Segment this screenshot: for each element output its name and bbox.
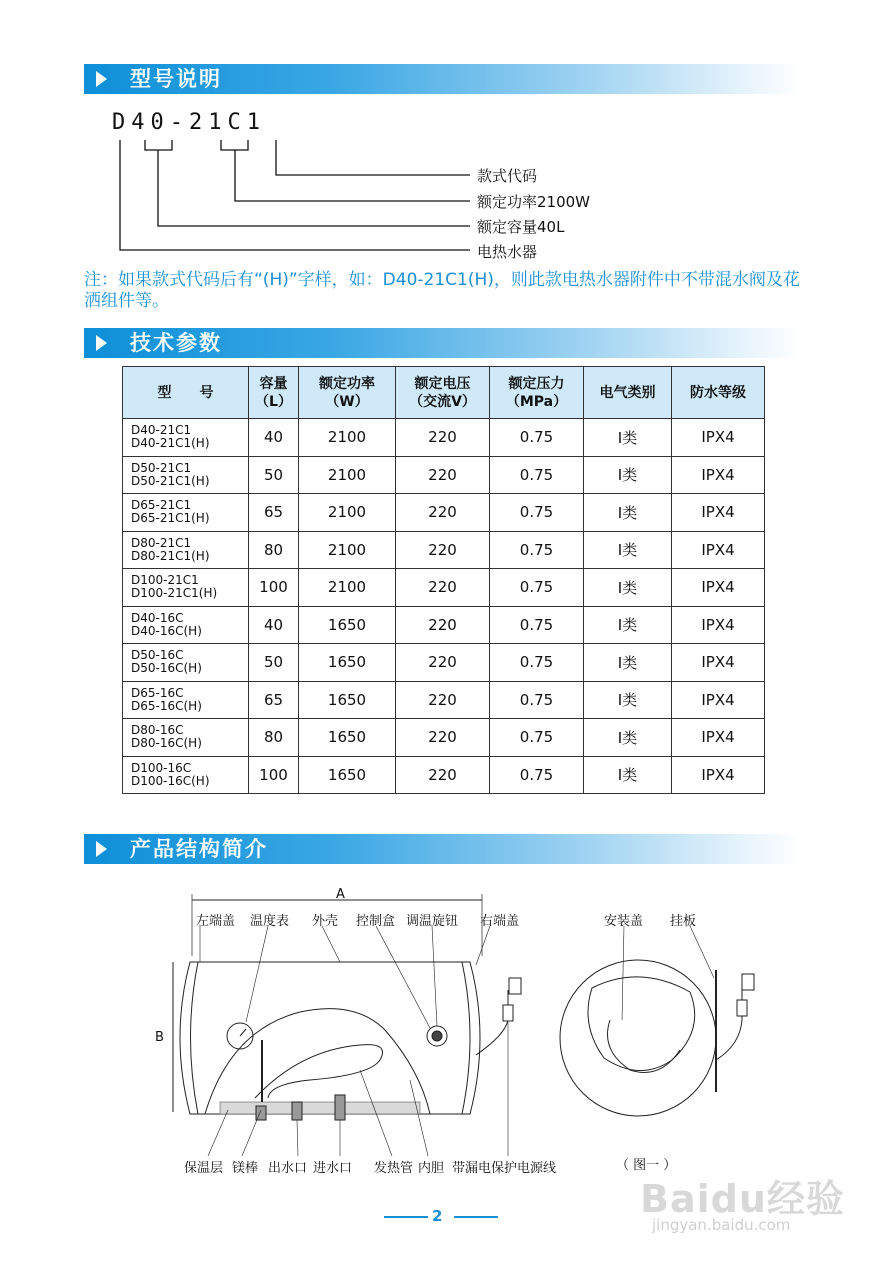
label-hanging-board: 挂板 <box>670 914 697 929</box>
cell-pressure: 0.75 <box>490 456 584 494</box>
heating-tube <box>255 1045 383 1098</box>
label-magnesium-rod: 镁棒 <box>232 1161 259 1176</box>
cell-model: D80-16C D80-16C(H) <box>123 719 249 757</box>
cell-waterproof: IPX4 <box>672 756 765 794</box>
label-mounting-cover: 安装盖 <box>604 914 644 929</box>
cell-voltage: 220 <box>396 419 490 457</box>
cell-pressure: 0.75 <box>490 756 584 794</box>
page-number: 2 <box>432 1207 443 1225</box>
label-control-box: 控制盒 <box>356 914 396 929</box>
cell-capacity: 40 <box>249 419 299 457</box>
side-view-tank <box>560 960 716 1116</box>
table-header-row <box>123 367 765 419</box>
arrow-icon <box>96 335 107 351</box>
table-row <box>123 756 765 794</box>
cell-voltage: 220 <box>396 494 490 532</box>
table-row <box>123 569 765 607</box>
water-inlet <box>335 1095 345 1120</box>
cell-capacity: 50 <box>249 456 299 494</box>
cell-power: 1650 <box>299 644 396 682</box>
table-row <box>123 494 765 532</box>
cell-model: D100-16C D100-16C(H) <box>123 756 249 794</box>
cell-electric-class: Ⅰ类 <box>584 719 672 757</box>
cell-electric-class: Ⅰ类 <box>584 456 672 494</box>
cell-waterproof: IPX4 <box>672 606 765 644</box>
table-row <box>123 719 765 757</box>
section-title: 产品结构简介 <box>130 837 268 861</box>
model-code: D40-21C1 <box>112 110 266 135</box>
label-rated-capacity: 额定容量40L <box>477 218 565 236</box>
cell-pressure: 0.75 <box>490 494 584 532</box>
cell-model: D50-16C D50-16C(H) <box>123 644 249 682</box>
label-temp-knob: 调温旋钮 <box>406 914 459 929</box>
watermark-logo: Baidu经验 <box>640 1177 845 1221</box>
cell-model: D50-21C1 D50-21C1(H) <box>123 456 249 494</box>
cell-model: D100-21C1 D100-21C1(H) <box>123 569 249 607</box>
cell-voltage: 220 <box>396 531 490 569</box>
cell-capacity: 100 <box>249 756 299 794</box>
cell-voltage: 220 <box>396 456 490 494</box>
cell-voltage: 220 <box>396 644 490 682</box>
cell-waterproof: IPX4 <box>672 719 765 757</box>
cell-capacity: 65 <box>249 494 299 532</box>
cell-pressure: 0.75 <box>490 606 584 644</box>
header-pressure: 额定压力 （MPa） <box>490 367 584 419</box>
cell-electric-class: Ⅰ类 <box>584 681 672 719</box>
table-row <box>123 681 765 719</box>
cell-electric-class: Ⅰ类 <box>584 494 672 532</box>
spec-table <box>122 366 765 794</box>
cell-electric-class: Ⅰ类 <box>584 569 672 607</box>
label-style-code: 款式代码 <box>477 167 538 185</box>
cell-capacity: 40 <box>249 606 299 644</box>
cell-electric-class: Ⅰ类 <box>584 531 672 569</box>
cell-capacity: 100 <box>249 569 299 607</box>
cell-pressure: 0.75 <box>490 719 584 757</box>
cell-pressure: 0.75 <box>490 681 584 719</box>
cell-model: D40-21C1 D40-21C1(H) <box>123 419 249 457</box>
label-rated-power: 额定功率2100W <box>477 193 591 211</box>
label-power-cord: 带漏电保护电源线 <box>452 1161 557 1176</box>
cell-voltage: 220 <box>396 756 490 794</box>
cell-power: 1650 <box>299 606 396 644</box>
header-power: 额定功率 （W） <box>299 367 396 419</box>
cell-voltage: 220 <box>396 719 490 757</box>
section-title: 型号说明 <box>130 67 222 91</box>
cell-model: D65-21C1 D65-21C1(H) <box>123 494 249 532</box>
table-row <box>123 456 765 494</box>
dimension-b-label: B <box>155 1030 164 1045</box>
model-note: 注：如果款式代码后有“(H)”字样，如：D40-21C1(H)，则此款电热水器附件中不带混水阀及花洒组件等。 <box>84 270 800 311</box>
label-shell: 外壳 <box>312 914 339 929</box>
header-model: 型 号 <box>123 367 249 419</box>
cell-pressure: 0.75 <box>490 531 584 569</box>
cell-waterproof: IPX4 <box>672 494 765 532</box>
cell-model: D80-21C1 D80-21C1(H) <box>123 531 249 569</box>
cell-electric-class: Ⅰ类 <box>584 419 672 457</box>
cell-power: 2100 <box>299 494 396 532</box>
cell-capacity: 80 <box>249 531 299 569</box>
label-insulation: 保温层 <box>184 1161 224 1176</box>
header-electric-class: 电气类别 <box>584 367 672 419</box>
table-row <box>123 606 765 644</box>
cell-waterproof: IPX4 <box>672 681 765 719</box>
cell-power: 1650 <box>299 719 396 757</box>
cell-power: 1650 <box>299 681 396 719</box>
cell-model: D65-16C D65-16C(H) <box>123 681 249 719</box>
page-number-line-left <box>384 1216 428 1218</box>
mounting-cover <box>588 977 695 1071</box>
cell-pressure: 0.75 <box>490 644 584 682</box>
label-left-cover: 左端盖 <box>196 914 236 929</box>
cell-capacity: 80 <box>249 719 299 757</box>
arrow-icon <box>96 841 107 857</box>
cell-waterproof: IPX4 <box>672 569 765 607</box>
cell-electric-class: Ⅰ类 <box>584 606 672 644</box>
power-cord <box>476 990 508 1055</box>
cell-electric-class: Ⅰ类 <box>584 756 672 794</box>
cell-waterproof: IPX4 <box>672 419 765 457</box>
label-heating-tube: 发热管 <box>374 1161 414 1176</box>
section-title: 技术参数 <box>130 331 222 355</box>
cell-waterproof: IPX4 <box>672 531 765 569</box>
header-voltage: 额定电压 （交流V） <box>396 367 490 419</box>
label-water-outlet: 出水口 <box>268 1161 308 1176</box>
page-number-line-right <box>454 1216 498 1218</box>
cell-model: D40-16C D40-16C(H) <box>123 606 249 644</box>
header-waterproof: 防水等级 <box>672 367 765 419</box>
cell-capacity: 50 <box>249 644 299 682</box>
inner-tank <box>205 1009 430 1114</box>
section-header-specs <box>84 328 800 358</box>
label-water-inlet: 进水口 <box>313 1161 353 1176</box>
table-row <box>123 531 765 569</box>
cell-waterproof: IPX4 <box>672 456 765 494</box>
section-header-structure <box>84 834 800 864</box>
insulation-layer <box>220 1102 420 1114</box>
cell-pressure: 0.75 <box>490 569 584 607</box>
cell-power: 2100 <box>299 456 396 494</box>
water-outlet <box>292 1102 302 1120</box>
model-breakdown-lines <box>0 0 883 270</box>
figure-caption: （ 图一 ） <box>616 1158 677 1173</box>
header-capacity: 容量 （L） <box>249 367 299 419</box>
dimension-a-label: A <box>336 887 345 902</box>
label-inner-tank: 内胆 <box>418 1161 445 1176</box>
cell-pressure: 0.75 <box>490 419 584 457</box>
cell-waterproof: IPX4 <box>672 644 765 682</box>
cell-voltage: 220 <box>396 569 490 607</box>
cell-power: 2100 <box>299 419 396 457</box>
cell-electric-class: Ⅰ类 <box>584 644 672 682</box>
cell-capacity: 65 <box>249 681 299 719</box>
label-right-cover: 右端盖 <box>480 914 520 929</box>
table-row <box>123 419 765 457</box>
cell-voltage: 220 <box>396 681 490 719</box>
cell-power: 2100 <box>299 531 396 569</box>
cell-power: 1650 <box>299 756 396 794</box>
cell-power: 2100 <box>299 569 396 607</box>
label-water-heater: 电热水器 <box>477 243 538 261</box>
watermark-url: jingyan.baidu.com <box>652 1216 791 1234</box>
cell-voltage: 220 <box>396 606 490 644</box>
label-thermometer: 温度表 <box>250 914 290 929</box>
table-row <box>123 644 765 682</box>
